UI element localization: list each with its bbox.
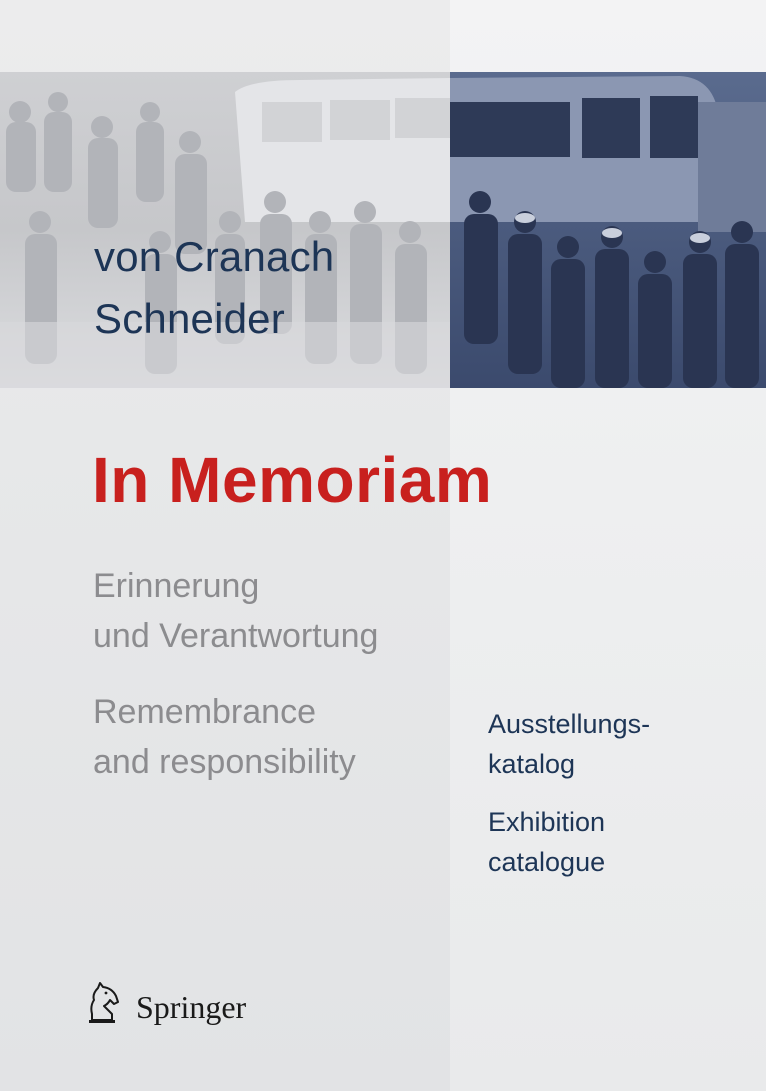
- subtitle-german-line: und Verantwortung: [93, 617, 379, 655]
- book-title: In Memoriam: [92, 444, 493, 516]
- catalogue-label-german: katalog: [488, 749, 576, 779]
- catalogue-label-english: catalogue: [488, 847, 606, 877]
- subtitle-german-line: Erinnerung: [93, 567, 260, 605]
- subtitle-english-line: and responsibility: [93, 743, 356, 781]
- crowd-photo-blue: [450, 72, 766, 388]
- publisher-name: Springer: [136, 989, 247, 1025]
- author-name: Schneider: [94, 295, 285, 342]
- catalogue-label-german: Ausstellungs-: [488, 709, 651, 739]
- subtitle-english-line: Remembrance: [93, 693, 316, 731]
- springer-chess-knight-icon: [84, 980, 124, 1026]
- catalogue-label-english: Exhibition: [488, 807, 606, 837]
- author-name: von Cranach: [94, 233, 335, 280]
